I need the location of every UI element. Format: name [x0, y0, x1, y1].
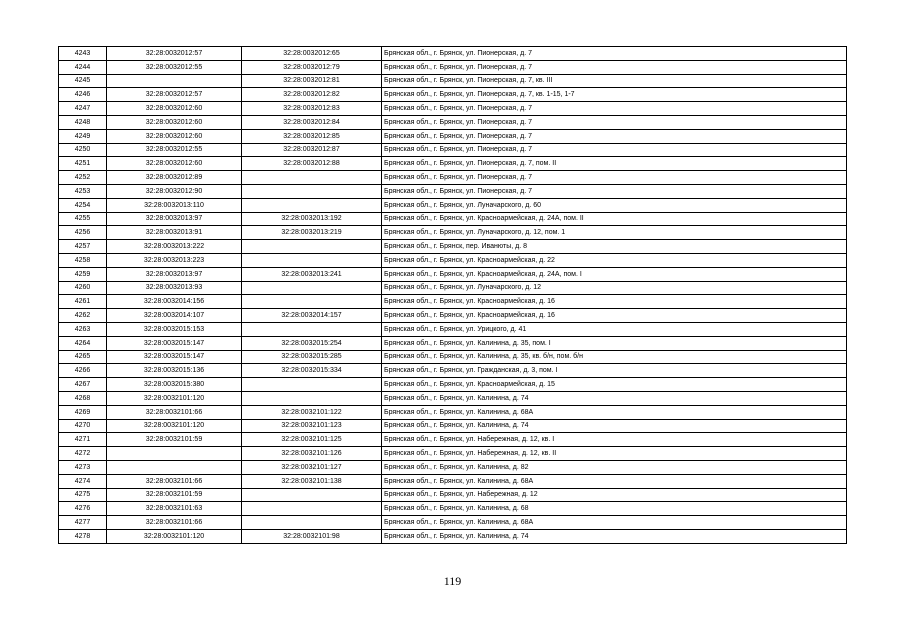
- object-cadastral-number-cell: 32:28:0032101:98: [242, 529, 382, 543]
- table-row: [59, 74, 847, 88]
- address-cell: Брянская обл., г. Брянск, ул. Калинина, д. 74: [382, 529, 847, 543]
- table-row: [59, 240, 847, 254]
- object-cadastral-number-cell: 32:28:0032015:254: [242, 336, 382, 350]
- object-cadastral-number-cell: [242, 281, 382, 295]
- cadastral-number-cell: 32:28:0032101:59: [107, 433, 242, 447]
- cadastral-number-cell: 32:28:0032013:93: [107, 281, 242, 295]
- table-row: [59, 267, 847, 281]
- cadastral-number-cell: 32:28:0032101:66: [107, 516, 242, 530]
- table-row: [59, 364, 847, 378]
- object-cadastral-number-cell: 32:28:0032014:157: [242, 309, 382, 323]
- object-cadastral-number-cell: 32:28:0032013:241: [242, 267, 382, 281]
- address-cell: Брянская обл., г. Брянск, ул. Калинина, д. 82: [382, 460, 847, 474]
- cadastral-number-cell: 32:28:0032101:120: [107, 529, 242, 543]
- address-cell: Брянская обл., г. Брянск, ул. Калинина, д. 35, кв. б/н, пом. б/н: [382, 350, 847, 364]
- cadastral-number-cell: 32:28:0032101:120: [107, 391, 242, 405]
- address-cell: Брянская обл., г. Брянск, ул. Луначарского, д. 12: [382, 281, 847, 295]
- cadastral-number-cell: 32:28:0032015:380: [107, 378, 242, 392]
- cadastral-registry-table: [58, 46, 847, 544]
- address-cell: Брянская обл., г. Брянск, ул. Калинина, д. 68А: [382, 405, 847, 419]
- row-number-cell: 4262: [59, 309, 107, 323]
- table-row: [59, 129, 847, 143]
- row-number-cell: 4263: [59, 322, 107, 336]
- cadastral-number-cell: 32:28:0032013:97: [107, 212, 242, 226]
- address-cell: Брянская обл., г. Брянск, ул. Пионерская, д. 7: [382, 143, 847, 157]
- row-number-cell: 4248: [59, 115, 107, 129]
- address-cell: Брянская обл., г. Брянск, ул. Калинина, д. 68А: [382, 516, 847, 530]
- table-row: [59, 391, 847, 405]
- cadastral-number-cell: 32:28:0032101:63: [107, 502, 242, 516]
- object-cadastral-number-cell: 32:28:0032013:219: [242, 226, 382, 240]
- table-row: [59, 529, 847, 543]
- object-cadastral-number-cell: 32:28:0032101:126: [242, 447, 382, 461]
- row-number-cell: 4264: [59, 336, 107, 350]
- address-cell: Брянская обл., г. Брянск, ул. Красноармейская, д. 15: [382, 378, 847, 392]
- address-cell: Брянская обл., г. Брянск, ул. Калинина, д. 35, пом. I: [382, 336, 847, 350]
- object-cadastral-number-cell: [242, 171, 382, 185]
- address-cell: Брянская обл., г. Брянск, ул. Калинина, д. 68А: [382, 474, 847, 488]
- address-cell: Брянская обл., г. Брянск, ул. Гражданская, д. 3, пом. I: [382, 364, 847, 378]
- object-cadastral-number-cell: 32:28:0032101:138: [242, 474, 382, 488]
- cadastral-number-cell: 32:28:0032015:153: [107, 322, 242, 336]
- row-number-cell: 4255: [59, 212, 107, 226]
- table-row: [59, 143, 847, 157]
- address-cell: Брянская обл., г. Брянск, ул. Пионерская, д. 7, кв. 1-15, 1-7: [382, 88, 847, 102]
- object-cadastral-number-cell: 32:28:0032012:88: [242, 157, 382, 171]
- address-cell: Брянская обл., г. Брянск, ул. Набережная, д. 12: [382, 488, 847, 502]
- table-row: [59, 488, 847, 502]
- table-row: [59, 226, 847, 240]
- cadastral-number-cell: 32:28:0032012:60: [107, 115, 242, 129]
- object-cadastral-number-cell: 32:28:0032012:87: [242, 143, 382, 157]
- table-row: [59, 212, 847, 226]
- object-cadastral-number-cell: [242, 198, 382, 212]
- address-cell: Брянская обл., г. Брянск, ул. Красноармейская, д. 22: [382, 253, 847, 267]
- object-cadastral-number-cell: 32:28:0032012:82: [242, 88, 382, 102]
- table-row: [59, 336, 847, 350]
- object-cadastral-number-cell: 32:28:0032012:79: [242, 60, 382, 74]
- cadastral-number-cell: 32:28:0032015:136: [107, 364, 242, 378]
- table-row: [59, 419, 847, 433]
- cadastral-number-cell: 32:28:0032013:97: [107, 267, 242, 281]
- table-row: [59, 447, 847, 461]
- address-cell: Брянская обл., г. Брянск, ул. Пионерская, д. 7: [382, 171, 847, 185]
- cadastral-number-cell: 32:28:0032014:156: [107, 295, 242, 309]
- table-row: [59, 502, 847, 516]
- object-cadastral-number-cell: 32:28:0032013:192: [242, 212, 382, 226]
- cadastral-number-cell: 32:28:0032012:60: [107, 102, 242, 116]
- row-number-cell: 4275: [59, 488, 107, 502]
- object-cadastral-number-cell: 32:28:0032012:65: [242, 47, 382, 61]
- cadastral-number-cell: 32:28:0032012:60: [107, 129, 242, 143]
- row-number-cell: 4261: [59, 295, 107, 309]
- table-row: [59, 253, 847, 267]
- object-cadastral-number-cell: 32:28:0032012:83: [242, 102, 382, 116]
- address-cell: Брянская обл., г. Брянск, ул. Красноармейская, д. 24А, пом. I: [382, 267, 847, 281]
- page-number: 119: [443, 574, 462, 588]
- row-number-cell: 4252: [59, 171, 107, 185]
- address-cell: Брянская обл., г. Брянск, ул. Пионерская, д. 7: [382, 129, 847, 143]
- row-number-cell: 4266: [59, 364, 107, 378]
- cadastral-number-cell: 32:28:0032101:59: [107, 488, 242, 502]
- row-number-cell: 4254: [59, 198, 107, 212]
- row-number-cell: 4276: [59, 502, 107, 516]
- table-row: [59, 433, 847, 447]
- table-row: [59, 157, 847, 171]
- row-number-cell: 4273: [59, 460, 107, 474]
- table-row: [59, 378, 847, 392]
- table-row: [59, 295, 847, 309]
- row-number-cell: 4245: [59, 74, 107, 88]
- cadastral-number-cell: 32:28:0032012:90: [107, 184, 242, 198]
- address-cell: Брянская обл., г. Брянск, ул. Луначарского, д. 12, пом. 1: [382, 226, 847, 240]
- row-number-cell: 4272: [59, 447, 107, 461]
- cadastral-number-cell: 32:28:0032014:107: [107, 309, 242, 323]
- row-number-cell: 4274: [59, 474, 107, 488]
- address-cell: Брянская обл., г. Брянск, ул. Красноармейская, д. 24А, пом. II: [382, 212, 847, 226]
- address-cell: Брянская обл., г. Брянск, ул. Пионерская, д. 7, пом. II: [382, 157, 847, 171]
- row-number-cell: 4250: [59, 143, 107, 157]
- address-cell: Брянская обл., г. Брянск, ул. Пионерская, д. 7: [382, 184, 847, 198]
- address-cell: Брянская обл., г. Брянск, ул. Пионерская, д. 7: [382, 102, 847, 116]
- registry-table-body: [59, 47, 847, 544]
- row-number-cell: 4267: [59, 378, 107, 392]
- address-cell: Брянская обл., г. Брянск, пер. Иванюты, д. 8: [382, 240, 847, 254]
- row-number-cell: 4271: [59, 433, 107, 447]
- address-cell: Брянская обл., г. Брянск, ул. Урицкого, д. 41: [382, 322, 847, 336]
- cadastral-number-cell: 32:28:0032012:57: [107, 88, 242, 102]
- table-row: [59, 516, 847, 530]
- row-number-cell: 4260: [59, 281, 107, 295]
- row-number-cell: 4268: [59, 391, 107, 405]
- table-row: [59, 350, 847, 364]
- address-cell: Брянская обл., г. Брянск, ул. Луначарского, д. 60: [382, 198, 847, 212]
- object-cadastral-number-cell: 32:28:0032101:123: [242, 419, 382, 433]
- cadastral-number-cell: 32:28:0032013:222: [107, 240, 242, 254]
- cadastral-number-cell: 32:28:0032015:147: [107, 336, 242, 350]
- table-row: [59, 102, 847, 116]
- address-cell: Брянская обл., г. Брянск, ул. Набережная, д. 12, кв. I: [382, 433, 847, 447]
- object-cadastral-number-cell: [242, 378, 382, 392]
- table-row: [59, 460, 847, 474]
- row-number-cell: 4265: [59, 350, 107, 364]
- cadastral-number-cell: 32:28:0032015:147: [107, 350, 242, 364]
- cadastral-number-cell: 32:28:0032101:66: [107, 405, 242, 419]
- object-cadastral-number-cell: 32:28:0032015:334: [242, 364, 382, 378]
- table-row: [59, 198, 847, 212]
- object-cadastral-number-cell: [242, 240, 382, 254]
- object-cadastral-number-cell: 32:28:0032012:85: [242, 129, 382, 143]
- address-cell: Брянская обл., г. Брянск, ул. Пионерская, д. 7: [382, 60, 847, 74]
- address-cell: Брянская обл., г. Брянск, ул. Красноармейская, д. 16: [382, 309, 847, 323]
- table-row: [59, 88, 847, 102]
- object-cadastral-number-cell: [242, 488, 382, 502]
- cadastral-number-cell: [107, 447, 242, 461]
- row-number-cell: 4258: [59, 253, 107, 267]
- object-cadastral-number-cell: 32:28:0032012:84: [242, 115, 382, 129]
- cadastral-number-cell: 32:28:0032101:120: [107, 419, 242, 433]
- table-row: [59, 474, 847, 488]
- address-cell: Брянская обл., г. Брянск, ул. Красноармейская, д. 16: [382, 295, 847, 309]
- object-cadastral-number-cell: [242, 502, 382, 516]
- table-row: [59, 405, 847, 419]
- cadastral-number-cell: 32:28:0032013:91: [107, 226, 242, 240]
- table-row: [59, 115, 847, 129]
- cadastral-number-cell: [107, 460, 242, 474]
- row-number-cell: 4246: [59, 88, 107, 102]
- row-number-cell: 4259: [59, 267, 107, 281]
- table-row: [59, 309, 847, 323]
- cadastral-number-cell: 32:28:0032012:55: [107, 143, 242, 157]
- object-cadastral-number-cell: [242, 516, 382, 530]
- table-row: [59, 281, 847, 295]
- cadastral-number-cell: 32:28:0032013:223: [107, 253, 242, 267]
- object-cadastral-number-cell: 32:28:0032101:127: [242, 460, 382, 474]
- address-cell: Брянская обл., г. Брянск, ул. Набережная, д. 12, кв. II: [382, 447, 847, 461]
- row-number-cell: 4277: [59, 516, 107, 530]
- address-cell: Брянская обл., г. Брянск, ул. Пионерская, д. 7: [382, 115, 847, 129]
- cadastral-number-cell: 32:28:0032101:66: [107, 474, 242, 488]
- address-cell: Брянская обл., г. Брянск, ул. Калинина, д. 74: [382, 391, 847, 405]
- cadastral-number-cell: 32:28:0032012:60: [107, 157, 242, 171]
- table-row: [59, 322, 847, 336]
- object-cadastral-number-cell: [242, 295, 382, 309]
- row-number-cell: 4251: [59, 157, 107, 171]
- row-number-cell: 4269: [59, 405, 107, 419]
- object-cadastral-number-cell: 32:28:0032012:81: [242, 74, 382, 88]
- object-cadastral-number-cell: [242, 184, 382, 198]
- table-row: [59, 184, 847, 198]
- cadastral-number-cell: [107, 74, 242, 88]
- cadastral-number-cell: 32:28:0032012:55: [107, 60, 242, 74]
- row-number-cell: 4247: [59, 102, 107, 116]
- object-cadastral-number-cell: 32:28:0032101:122: [242, 405, 382, 419]
- row-number-cell: 4278: [59, 529, 107, 543]
- object-cadastral-number-cell: [242, 322, 382, 336]
- address-cell: Брянская обл., г. Брянск, ул. Калинина, д. 68: [382, 502, 847, 516]
- address-cell: Брянская обл., г. Брянск, ул. Калинина, д. 74: [382, 419, 847, 433]
- object-cadastral-number-cell: [242, 391, 382, 405]
- table-row: [59, 171, 847, 185]
- address-cell: Брянская обл., г. Брянск, ул. Пионерская, д. 7: [382, 47, 847, 61]
- address-cell: Брянская обл., г. Брянск, ул. Пионерская, д. 7, кв. III: [382, 74, 847, 88]
- cadastral-number-cell: 32:28:0032012:89: [107, 171, 242, 185]
- table-row: [59, 47, 847, 61]
- row-number-cell: 4253: [59, 184, 107, 198]
- row-number-cell: 4257: [59, 240, 107, 254]
- row-number-cell: 4249: [59, 129, 107, 143]
- row-number-cell: 4256: [59, 226, 107, 240]
- table-row: [59, 60, 847, 74]
- row-number-cell: 4270: [59, 419, 107, 433]
- row-number-cell: 4244: [59, 60, 107, 74]
- cadastral-number-cell: 32:28:0032013:110: [107, 198, 242, 212]
- object-cadastral-number-cell: 32:28:0032101:125: [242, 433, 382, 447]
- object-cadastral-number-cell: [242, 253, 382, 267]
- object-cadastral-number-cell: 32:28:0032015:285: [242, 350, 382, 364]
- row-number-cell: 4243: [59, 47, 107, 61]
- cadastral-number-cell: 32:28:0032012:57: [107, 47, 242, 61]
